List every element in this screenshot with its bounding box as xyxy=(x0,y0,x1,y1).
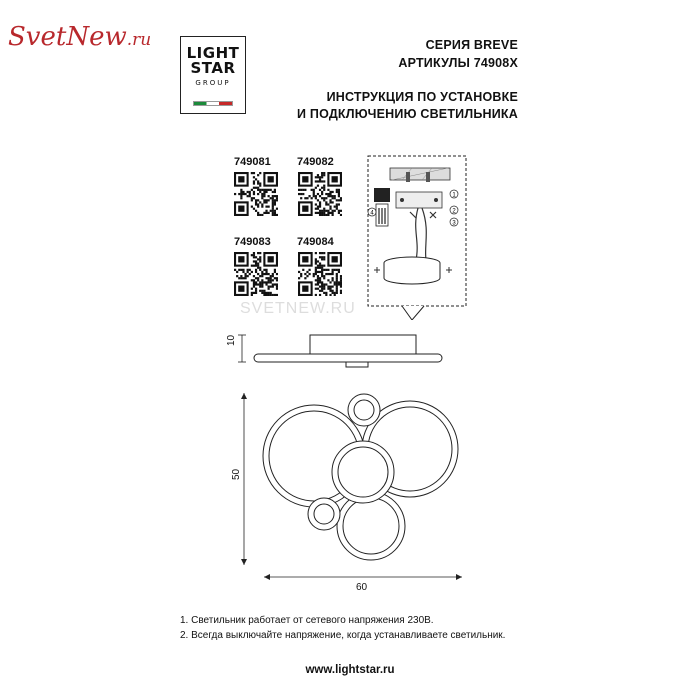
luminaire-base-body xyxy=(384,263,440,284)
article-code-3: 749083 xyxy=(234,236,271,248)
ring-small-left-inner xyxy=(314,504,334,524)
center-watermark: SVETNEW.RU xyxy=(240,300,356,317)
side-view-diffuser xyxy=(346,362,368,367)
instruction-title-1: ИНСТРУКЦИЯ ПО УСТАНОВКЕ xyxy=(326,90,518,104)
depth-dimension-label: 50 xyxy=(231,468,242,480)
website-link[interactable]: www.lightstar.ru xyxy=(305,664,395,676)
ring-bottom-inner xyxy=(343,498,399,554)
qr-code-3 xyxy=(234,252,278,296)
instruction-title-2: И ПОДКЛЮЧЕНИЮ СВЕТИЛЬНИКА xyxy=(297,107,518,121)
article-code-2: 749082 xyxy=(297,156,334,168)
side-view-drawing xyxy=(220,330,460,380)
dowel-icon xyxy=(406,172,410,182)
brand-watermark xyxy=(8,22,151,52)
screw-icon xyxy=(446,267,452,273)
top-view-drawing xyxy=(230,385,490,600)
qr-code-2 xyxy=(298,172,342,216)
detail-pointer xyxy=(402,306,424,320)
callout-3-label: 3 xyxy=(452,220,456,227)
note-2: 2. Всегда выключайте напряжение, когда устанавливаете светильник. xyxy=(180,630,506,641)
series-title: СЕРИЯ BREVE xyxy=(425,38,518,52)
height-dimension-label: 10 xyxy=(226,334,237,346)
callout-4-label: 4 xyxy=(370,210,374,217)
ring-center-inner xyxy=(338,447,388,497)
article-code-4: 749084 xyxy=(297,236,334,248)
terminal-block-icon xyxy=(374,188,390,202)
note-1: 1. Светильник работает от сетевого напряжения 230В. xyxy=(180,615,434,626)
width-dimension-label: 60 xyxy=(356,582,368,593)
logo-line3: GROUP xyxy=(195,79,231,87)
side-view-panel xyxy=(254,354,442,362)
lightstar-logo xyxy=(180,36,246,114)
watermark-brand: SvetNew xyxy=(8,22,127,52)
qr-code-4 xyxy=(298,252,342,296)
dowel-icon xyxy=(426,172,430,182)
watermark-suffix: .ru xyxy=(126,30,152,50)
ring-small-top-inner xyxy=(354,400,374,420)
mounting-detail xyxy=(362,150,472,320)
articles-title: АРТИКУЛЫ 74908X xyxy=(398,56,518,70)
side-view-housing xyxy=(310,335,416,354)
qr-code-1 xyxy=(234,172,278,216)
logo-line1: LIGHT xyxy=(186,44,240,62)
italian-flag-stripe xyxy=(193,101,233,106)
callout-2-label: 2 xyxy=(452,208,456,215)
logo-line2: STAR xyxy=(190,59,236,77)
screw-icon xyxy=(374,267,380,273)
article-code-1: 749081 xyxy=(234,156,271,168)
callout-1-label: 1 xyxy=(452,192,456,199)
